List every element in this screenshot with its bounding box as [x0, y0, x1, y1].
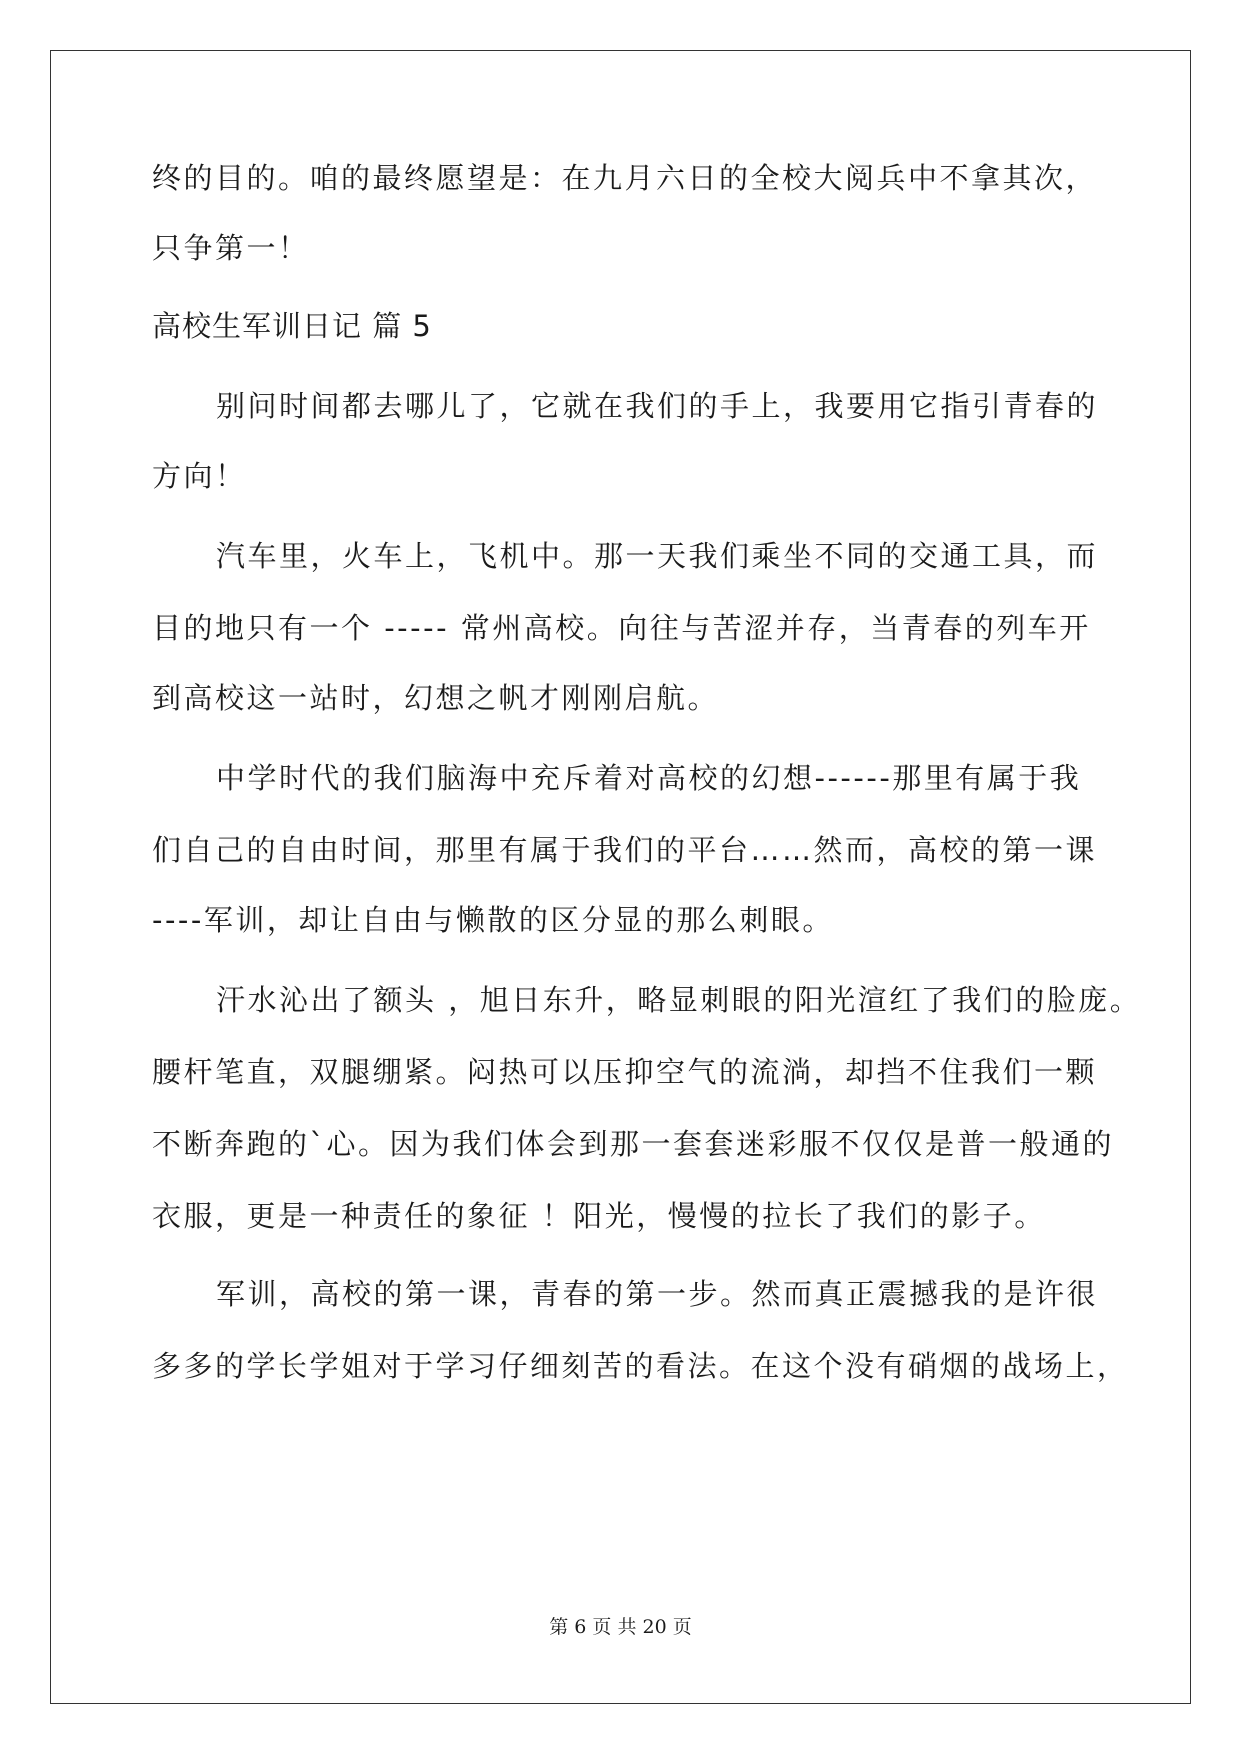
paragraph-line: 不断奔跑的`心。因为我们体会到那一套套迷彩服不仅仅是普一般通的: [152, 1127, 1115, 1161]
paragraph-line: 们自己的自由时间，那里有属于我们的平台……然而，高校的第一课: [152, 833, 1098, 867]
paragraph-line: 中学时代的我们脑海中充斥着对高校的幻想------那里有属于我: [216, 761, 1082, 795]
paragraph-line: 汽车里，火车上，飞机中。那一天我们乘坐不同的交通工具，而: [216, 539, 1099, 573]
paragraph-line: 别问时间都去哪儿了，它就在我们的手上，我要用它指引青春的: [216, 389, 1099, 423]
page-border: [50, 50, 1191, 1704]
section-heading: 高校生军训日记 篇 5: [152, 309, 432, 343]
paragraph-line: 只争第一！: [152, 231, 310, 265]
paragraph-line: 目的地只有一个 ----- 常州高校。向往与苦涩并存，当青春的列车开: [152, 611, 1091, 645]
paragraph-line: 汗水沁出了额头 ，旭日东升，略显刺眼的阳光渲红了我们的脸庞。: [216, 983, 1142, 1017]
page-number-footer: 第 6 页 共 20 页: [549, 1616, 692, 1638]
paragraph-line: 终的目的。咱的最终愿望是：在九月六日的全校大阅兵中不拿其次，: [152, 161, 1098, 195]
paragraph-line: 多多的学长学姐对于学习仔细刻苦的看法。在这个没有硝烟的战场上，: [152, 1349, 1129, 1383]
paragraph-line: 腰杆笔直，双腿绷紧。闷热可以压抑空气的流淌，却挡不住我们一颗: [152, 1055, 1098, 1089]
paragraph-line: ----军训，却让自由与懒散的区分显的那么刺眼。: [152, 903, 834, 937]
paragraph-line: 衣服，更是一种责任的象征 ！阳光，慢慢的拉长了我们的影子。: [152, 1199, 1046, 1233]
paragraph-line: 方向！: [152, 459, 247, 493]
paragraph-line: 军训，高校的第一课，青春的第一步。然而真正震撼我的是许很: [216, 1277, 1099, 1311]
paragraph-line: 到高校这一站时，幻想之帆才刚刚启航。: [152, 681, 720, 715]
